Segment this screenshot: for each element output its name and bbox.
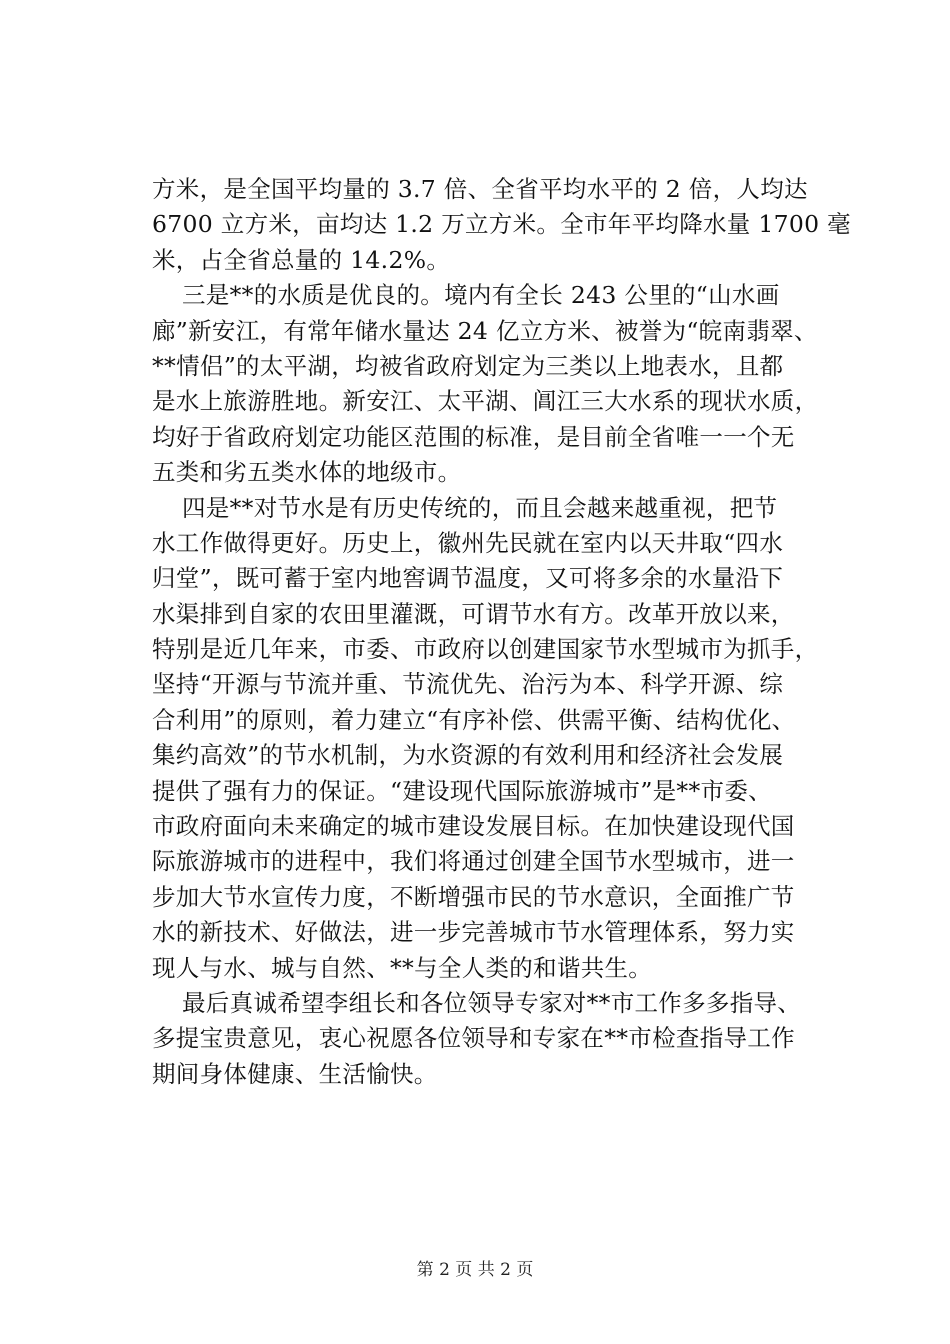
text-line: 现人与水、城与自然、**与全人类的和谐共生。	[152, 953, 653, 982]
text-line: 五类和劣五类水体的地级市。	[152, 458, 462, 487]
text-line: 最后真诚希望李组长和各位领导专家对**市工作多多指导、	[182, 988, 802, 1017]
text-line: 多提宝贵意见，衷心祝愿各位领导和专家在**市检查指导工作	[152, 1024, 795, 1053]
text-line: 提供了强有力的保证。“建设现代国际旅游城市”是**市委、	[152, 776, 772, 805]
text-line: 三是**的水质是优良的。境内有全长 243 公里的“山水画	[182, 281, 780, 310]
paragraph-water-quality	[152, 278, 852, 490]
text-line: 坚持“开源与节流并重、节流优先、治污为本、科学开源、综	[152, 670, 784, 699]
text-line: 步加大节水宣传力度，不断增强市民的节水意识，全面推广节	[152, 882, 795, 911]
text-line: 市政府面向未来确定的城市建设发展目标。在加快建设现代国	[152, 812, 795, 841]
document-body	[152, 172, 852, 1092]
paragraph-water-quantity	[152, 172, 852, 278]
text-line: 水渠排到自家的农田里灌溉，可谓节水有方。改革开放以来，	[152, 599, 795, 628]
text-line: 均好于省政府划定功能区范围的标准，是目前全省唯一一个无	[152, 422, 795, 451]
text-line: 际旅游城市的进程中，我们将通过创建全国节水型城市，进一	[152, 847, 795, 876]
text-line: 6700 立方米，亩均达 1.2 万立方米。全市年平均降水量 1700 毫	[152, 210, 851, 239]
text-line: 归堂”，既可蓄于室内地窖调节温度，又可将多余的水量沿下	[152, 564, 784, 593]
text-line: 是水上旅游胜地。新安江、太平湖、阊江三大水系的现状水质，	[152, 387, 819, 416]
page-number: 第 2 页 共 2 页	[416, 1260, 534, 1280]
text-line: 水的新技术、好做法，进一步完善城市节水管理体系，努力实	[152, 918, 795, 947]
text-line: 集约高效”的节水机制，为水资源的有效利用和经济社会发展	[152, 741, 784, 770]
paragraph-water-saving-tradition	[152, 491, 852, 986]
text-line: 期间身体健康、生活愉快。	[152, 1059, 438, 1088]
text-line: 特别是近几年来，市委、市政府以创建国家节水型城市为抓手，	[152, 635, 819, 664]
text-line: 水工作做得更好。历史上，徽州先民就在室内以天井取“四水	[152, 528, 784, 557]
text-line: 米，占全省总量的 14.2%。	[152, 245, 451, 274]
text-line: **情侣”的太平湖，均被省政府划定为三类以上地表水，且都	[152, 351, 784, 380]
text-line: 合利用”的原则，着力建立“有序补偿、供需平衡、结构优化、	[152, 705, 796, 734]
text-line: 廊”新安江，有常年储水量达 24 亿立方米、被誉为“皖南翡翠、	[152, 316, 818, 345]
page-footer	[0, 1255, 950, 1280]
text-line: 方米，是全国平均量的 3.7 倍、全省平均水平的 2 倍，人均达	[152, 175, 808, 203]
text-line: 四是**对节水是有历史传统的，而且会越来越重视，把节	[182, 493, 778, 522]
paragraph-closing	[152, 986, 852, 1092]
